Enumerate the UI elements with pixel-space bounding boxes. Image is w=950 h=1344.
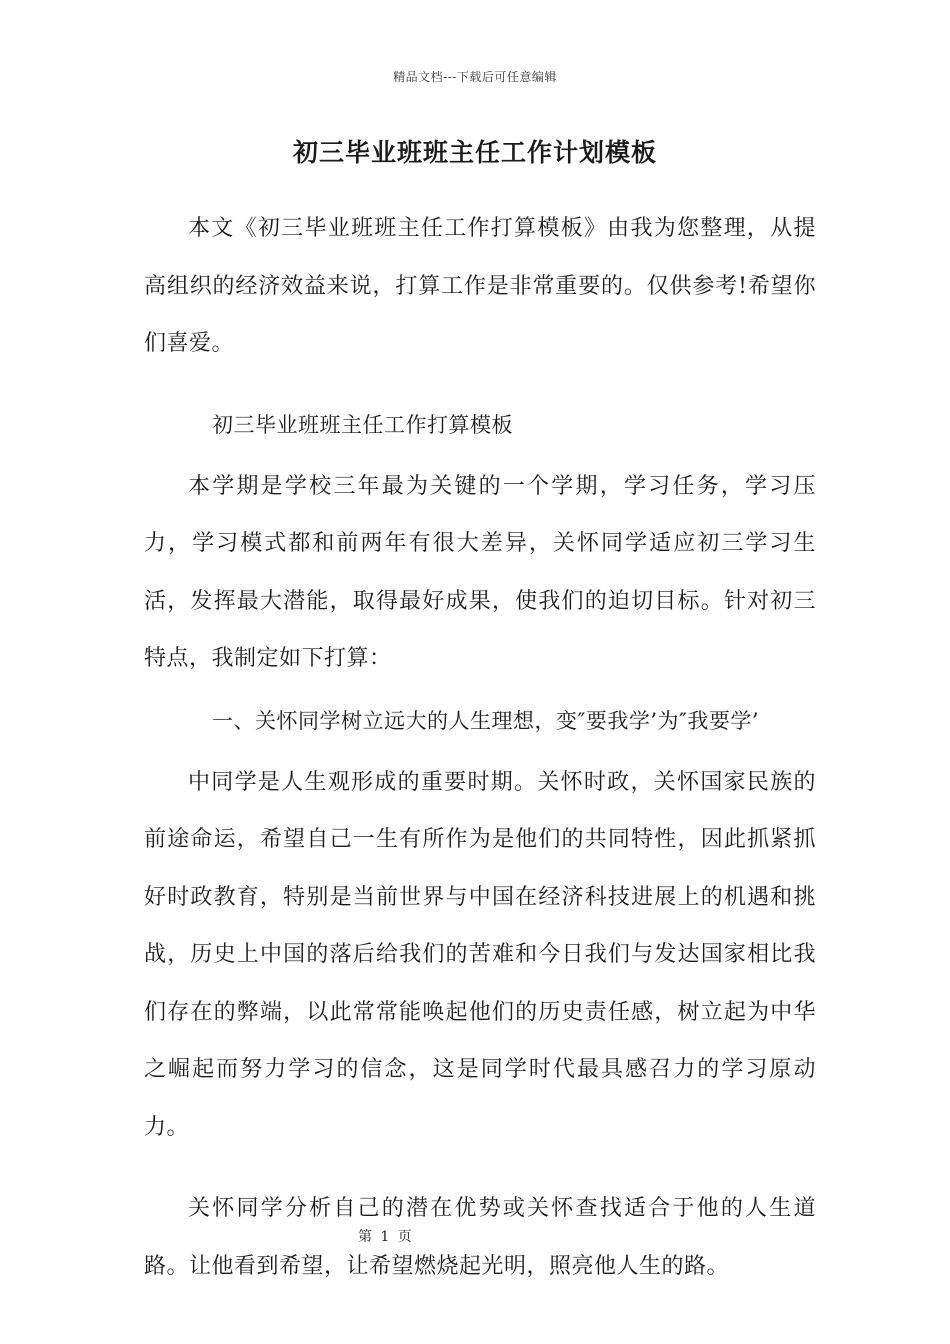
- section-1-paragraph-2: 关怀同学分析自己的潜在优势或关怀查找适合于他的人生道路。让他看到希望，让希望燃烧起光明，照亮他人生的路。: [144, 1196, 816, 1279]
- document-title: 初三毕业班班主任工作计划模板: [292, 138, 657, 167]
- subtitle-line: 初三毕业班班主任工作打算模板: [212, 412, 513, 437]
- overview-paragraph: 本学期是学校三年最为关键的一个学期，学习任务，学习压力，学习模式都和前两年有很大差异，关怀同学适应初三学习生活，发挥最大潜能，取得最好成果，使我们的迫切目标。针对初三特点，我制定如下打算：: [144, 473, 816, 671]
- header-note: 精品文档---下载后可任意编辑: [393, 70, 557, 84]
- section-heading-1: 一、关怀同学树立远大的人生理想，变″要我学’为″我要学’: [212, 708, 760, 733]
- section-1-paragraph: 中同学是人生观形成的重要时期。关怀时政，关怀国家民族的前途命运，希望自己一生有所作为是他们的共同特性，因此抓紧抓好时政教育，特别是当前世界与中国在经济科技进展上的机遇和挑战，历史上中国的落后给我们的苦难和今日我们与发达国家相比我们存在的弊端，以此常常能唤起他们的历史责任感，树立起为中华之崛起而努力学习的信念，这是同学时代最具感召力的学习原动力。: [144, 769, 816, 1140]
- page-number: 第 1 页: [358, 1229, 414, 1245]
- document-body: [144, 200, 816, 1319]
- intro-paragraph: 本文《初三毕业班班主任工作打算模板》由我为您整理，从提高组织的经济效益来说，打算工作是非常重要的。仅供参考!希望你们喜爱。: [144, 216, 816, 356]
